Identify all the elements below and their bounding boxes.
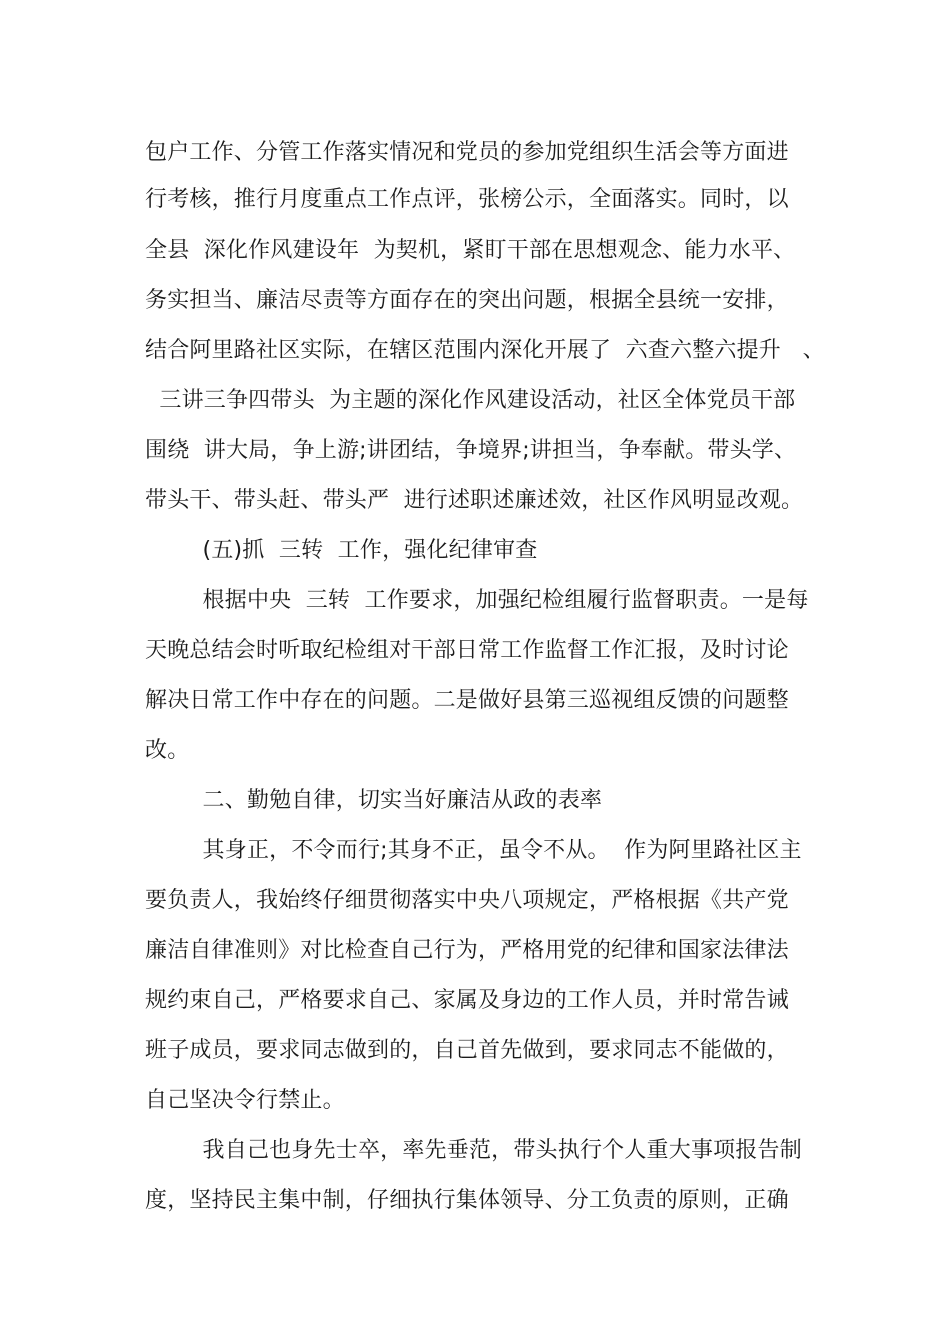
text-line: 要负责人，我始终仔细贯彻落实中央八项规定，严格根据《共产党 (145, 888, 789, 913)
text-line: 自己坚决令行禁止。 (145, 1088, 345, 1113)
text-line: 班子成员，要求同志做到的，自己首先做到，要求同志不能做的， (145, 1038, 789, 1063)
text-line: 根据中央 三转 工作要求，加强纪检组履行监督职责。一是每 (145, 588, 809, 613)
text-line: 围绕 讲大局，争上游;讲团结，争境界;讲担当，争奉献。带头学、 (145, 438, 797, 463)
text-line: 解决日常工作中存在的问题。二是做好县第三巡视组反馈的问题整 (145, 688, 789, 713)
text-line: 改。 (145, 738, 190, 763)
text-line: 度，坚持民主集中制，仔细执行集体领导、分工负责的原则，正确 (145, 1188, 789, 1213)
text-line: 行考核，推行月度重点工作点评，张榜公示，全面落实。同时，以 (145, 187, 789, 212)
text-line: 我自己也身先士卒，率先垂范，带头执行个人重大事项报告制 (145, 1138, 802, 1163)
text-line: 务实担当、廉洁尽责等方面存在的突出问题，根据全县统一安排， (145, 288, 789, 313)
section-heading: 二、勤勉自律，切实当好廉洁从政的表率 (145, 788, 603, 813)
text-line: 其身正，不令而行;其身不正，虽令不从。 作为阿里路社区主 (145, 838, 802, 863)
text-line: 规约束自己，严格要求自己、家属及身边的工作人员，并时常告诫 (145, 988, 789, 1013)
text-line: 包户工作、分管工作落实情况和党员的参加党组织生活会等方面进 (145, 140, 789, 165)
text-line: 带头干、带头赶、带头严 进行述职述廉述效，社区作风明显改观。 (145, 488, 804, 513)
text-line: 全县 深化作风建设年 为契机，紧盯干部在思想观念、能力水平、 (145, 238, 796, 263)
text-line: 天晚总结会时听取纪检组对干部日常工作监督工作汇报，及时讨论 (145, 638, 789, 663)
section-heading: (五)抓 三转 工作，强化纪律审查 (145, 538, 538, 563)
text-line: 结合阿里路社区实际，在辖区范围内深化开展了 六查六整六提升 、 (145, 338, 825, 363)
text-line: 廉洁自律准则》对比检查自己行为，严格用党的纪律和国家法律法 (145, 938, 789, 963)
text-line: 三讲三争四带头 为主题的深化作风建设活动，社区全体党员干部 (145, 388, 796, 413)
